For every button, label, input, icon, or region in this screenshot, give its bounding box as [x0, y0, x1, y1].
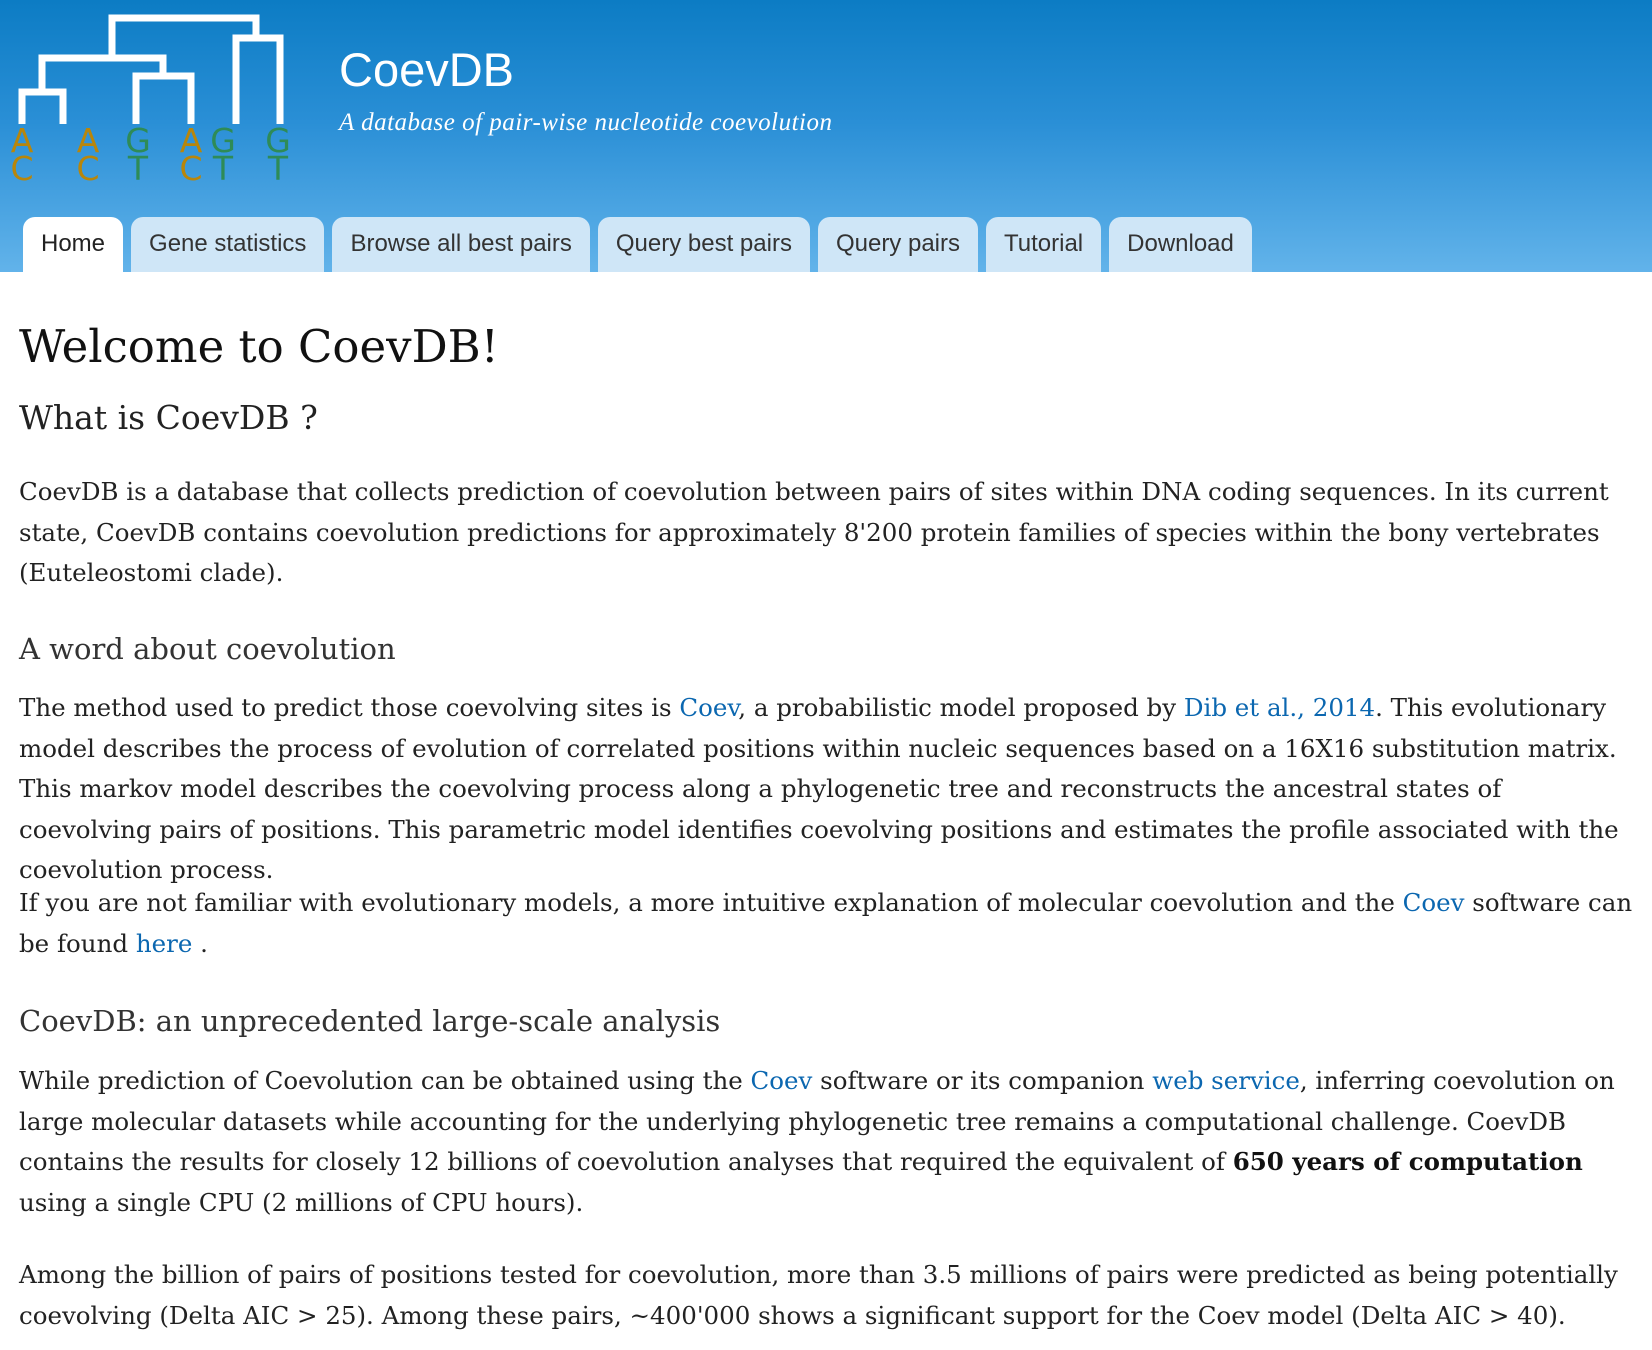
coevolution-heading: A word about coevolution [19, 632, 396, 666]
logo-letter-top: G [210, 121, 236, 160]
logo-letter-bottom: T [127, 149, 149, 186]
paragraph-text: . This evolutionary model describes the process of evolution of correlated positions within nucleic sequences based on a 16X16 substitution matrix. This markov model describes the coevolving process along a phylogenetic tree and reconstructs the ancestral states of coevolving pairs of positions. This parametric model identifies coevolving positions and estimates the profile associated with the coevolution process. [19, 693, 1619, 884]
paragraph-text: software or its companion [812, 1066, 1153, 1095]
paragraph-text: , inferring coevolution on large molecular datasets while accounting for the underlying phylogenetic tree remains a computational challenge. CoevDB contains the results for closely 12 billions of coevolution analyses that required the equivalent of [19, 1066, 1615, 1176]
tab-query-pairs[interactable]: Query pairs [818, 217, 978, 272]
large-scale-heading: CoevDB: an unprecedented large-scale analysis [19, 1004, 721, 1038]
site-header [0, 0, 1652, 272]
large-scale-paragraph [19, 1061, 1634, 1223]
pairs-paragraph: Among the billion of pairs of positions tested for coevolution, more than 3.5 millions of pairs were predicted as being potentially coevolving (Delta AIC > 25). Among these pairs, ~400'000 shows a significant support for the Coev model (Delta AIC > 40). [19, 1260, 1618, 1330]
here-link[interactable]: here [135, 928, 193, 958]
paragraph-text: . [192, 928, 208, 958]
paragraph-text: The method used to predict those coevolving sites is [19, 693, 680, 722]
page-title: Welcome to CoevDB! [19, 320, 499, 373]
logo-letter-bottom: T [267, 149, 289, 186]
intuitive-paragraph [19, 883, 1634, 964]
what-is-heading: What is CoevDB ? [19, 398, 318, 437]
dib-2014-link[interactable]: Dib et al., 2014 [1183, 693, 1376, 722]
logo-letter-bottom: C [10, 149, 34, 186]
phylogenetic-tree-icon [22, 18, 280, 124]
logo-letter-top: A [179, 121, 203, 160]
tab-tutorial[interactable]: Tutorial [986, 217, 1101, 272]
tab-download[interactable]: Download [1109, 217, 1252, 272]
coevolution-paragraph [19, 688, 1634, 891]
coevdb-logo[interactable] [8, 10, 298, 186]
coev-link[interactable]: Coev [679, 693, 739, 722]
logo-letter-bottom: C [76, 149, 100, 186]
paragraph-text: using a single CPU (2 millions of CPU hours). [19, 1187, 584, 1217]
logo-letter-top: A [76, 121, 100, 160]
what-is-text: CoevDB is a database that collects prediction of coevolution between pairs of sites within DNA coding sequences. In its current state, CoevDB contains coevolution predictions for approximately 8'200 protein families of species within the bony vertebrates (Euteleostomi clade). [19, 477, 1609, 587]
paragraph-text: , a probabilistic model proposed by [738, 693, 1184, 722]
logo-letter-top: A [10, 121, 34, 160]
coev-link[interactable]: Coev [750, 1066, 813, 1095]
paragraph-text: While prediction of Coevolution can be obtained using the [19, 1066, 751, 1095]
tab-home[interactable]: Home [23, 217, 123, 272]
web-service-link[interactable]: web service [1152, 1066, 1300, 1095]
logo-letter-top: G [125, 121, 151, 160]
tab-browse-all-best-pairs[interactable]: Browse all best pairs [332, 217, 589, 272]
computation-highlight: 650 years of computation [1232, 1147, 1583, 1176]
tab-query-best-pairs[interactable]: Query best pairs [598, 217, 810, 272]
coev-link[interactable]: Coev [1402, 888, 1465, 917]
logo-letter-top: G [265, 121, 291, 160]
main-nav [23, 217, 1252, 272]
site-title[interactable]: CoevDB [339, 43, 515, 96]
paragraph-text: If you are not familiar with evolutionary models, a more intuitive explanation of molecular coevolution and the [19, 888, 1403, 917]
site-slogan: A database of pair-wise nucleotide coevolution [339, 109, 833, 136]
nucleotide-letters [10, 121, 290, 186]
tab-gene-statistics[interactable]: Gene statistics [131, 217, 324, 272]
paragraph-text: software can be found [19, 888, 1633, 958]
logo-letter-bottom: T [212, 149, 234, 186]
logo-letter-bottom: C [179, 149, 203, 186]
